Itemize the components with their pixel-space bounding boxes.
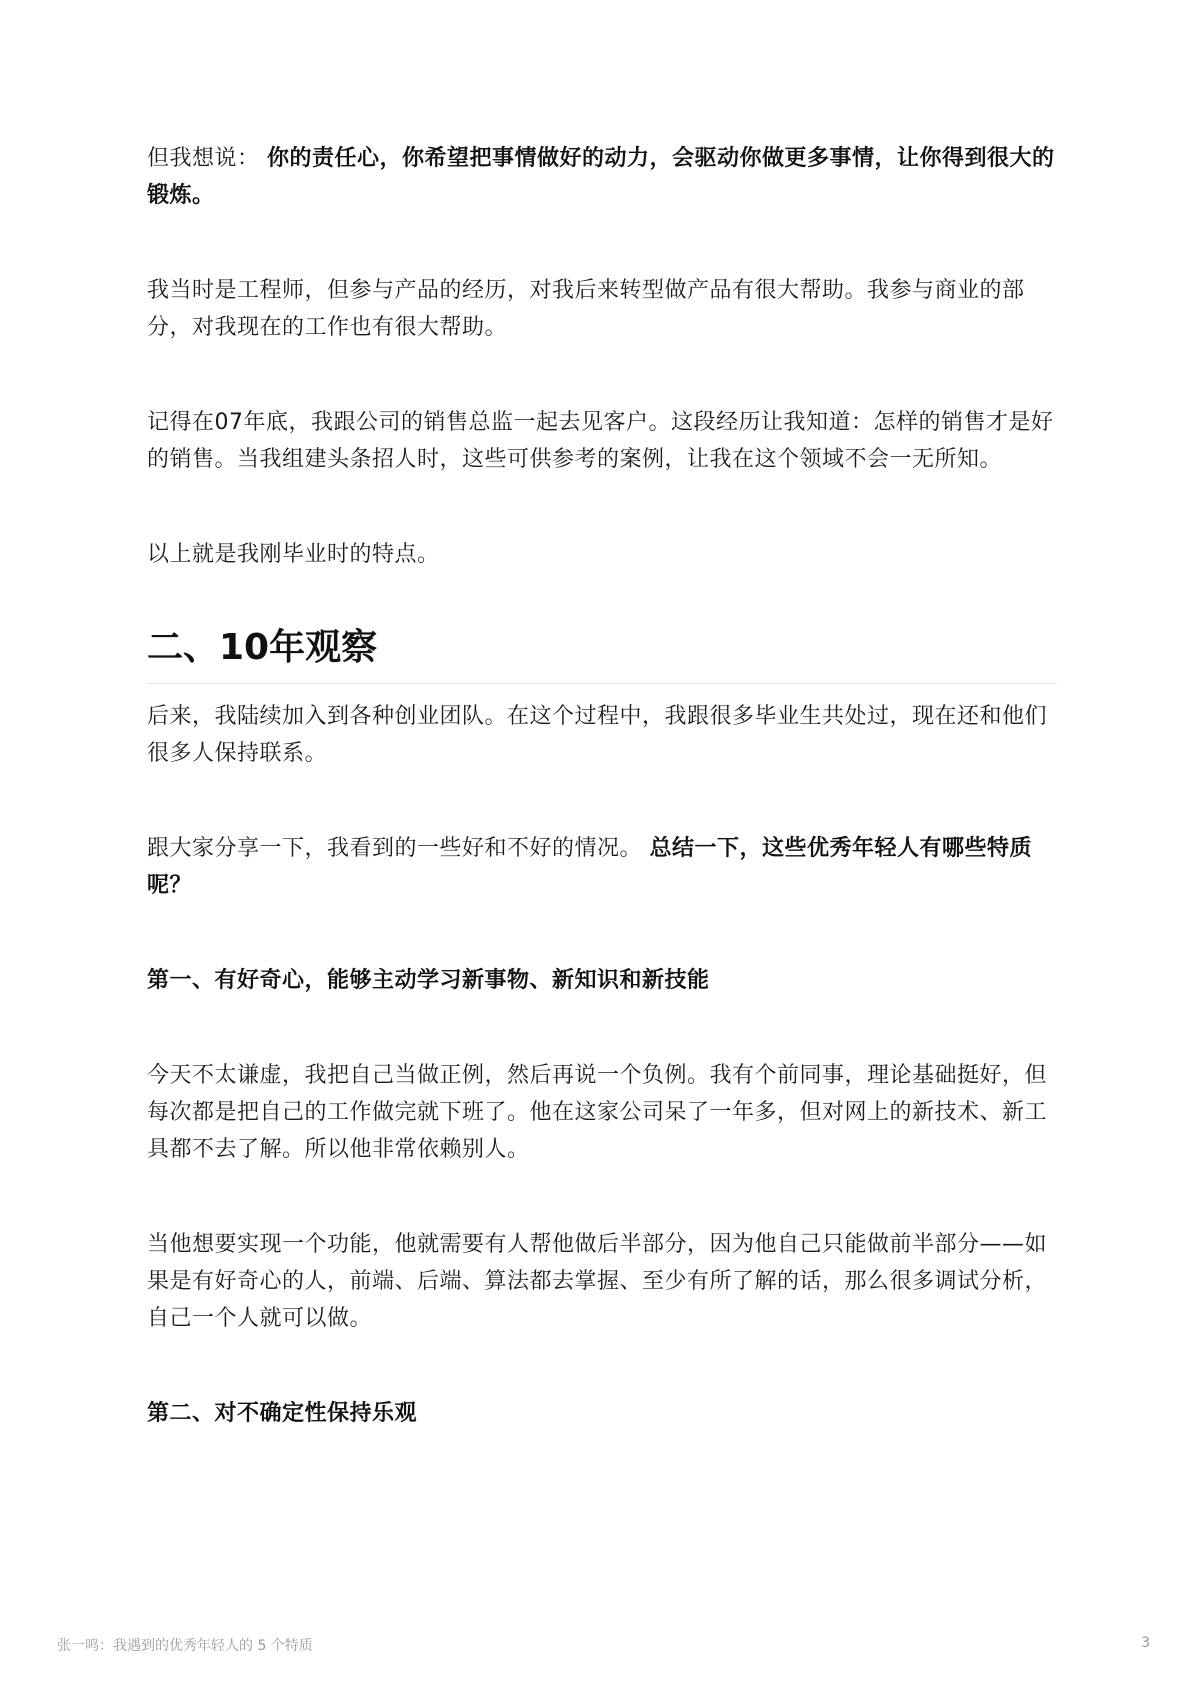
paragraph-emphasis: 你的责任心，你希望把事情做好的动力，会驱动你做更多事情，让你得到很大的锻炼。 [147,146,1055,208]
paragraph-startup-teams: 后来，我陆续加入到各种创业团队。在这个过程中，我跟很多毕业生共处过，现在还和他们很多人保持联系。 [147,704,1048,766]
article-body [147,140,1057,1490]
paragraph-curiosity-example: 今天不太谦虚，我把自己当做正例，然后再说一个负例。我有个前同事，理论基础挺好，但每次都是把自己的工作做完就下班了。他在这家公司呆了一年多，但对网上的新技术、新工具都不去了解。所以他非常依赖别人。 [147,1063,1048,1162]
paragraph-summary: 以上就是我刚毕业时的特点。 [147,542,440,567]
trait-heading-curiosity: 第一、有好奇心，能够主动学习新事物、新知识和新技能 [147,968,710,993]
paragraph-emphasis: 总结一下，这些优秀年轻人有哪些特质呢？ [147,836,1033,898]
footer-title: 张一鸣：我遇到的优秀年轻人的 5 个特质 [57,1638,313,1654]
paragraph-curiosity-detail: 当他想要实现一个功能，他就需要有人帮他做后半部分，因为他自己只能做前半部分——如果是有好奇心的人，前端、后端、算法都去掌握、至少有所了解的话，那么很多调试分析，自己一个人就可以做。 [147,1232,1048,1331]
paragraph-engineer-experience: 我当时是工程师，但参与产品的经历，对我后来转型做产品有很大帮助。我参与商业的部分，对我现在的工作也有很大帮助。 [147,278,1025,340]
section-heading: 二、10年观察 [147,623,1057,684]
paragraph-responsibility [147,140,1057,214]
paragraph-lead: 跟大家分享一下，我看到的一些好和不好的情况。 [147,836,643,861]
paragraph-share [147,830,1057,904]
paragraph-sales-experience: 记得在07年底，我跟公司的销售总监一起去见客户。这段经历让我知道：怎样的销售才是好的销售。当我组建头条招人时，这些可供参考的案例，让我在这个领域不会一无所知。 [147,410,1054,472]
paragraph-lead: 但我想说： [147,146,260,171]
trait-heading-optimism: 第二、对不确定性保持乐观 [147,1401,418,1426]
page-number: 3 [1141,1635,1150,1651]
